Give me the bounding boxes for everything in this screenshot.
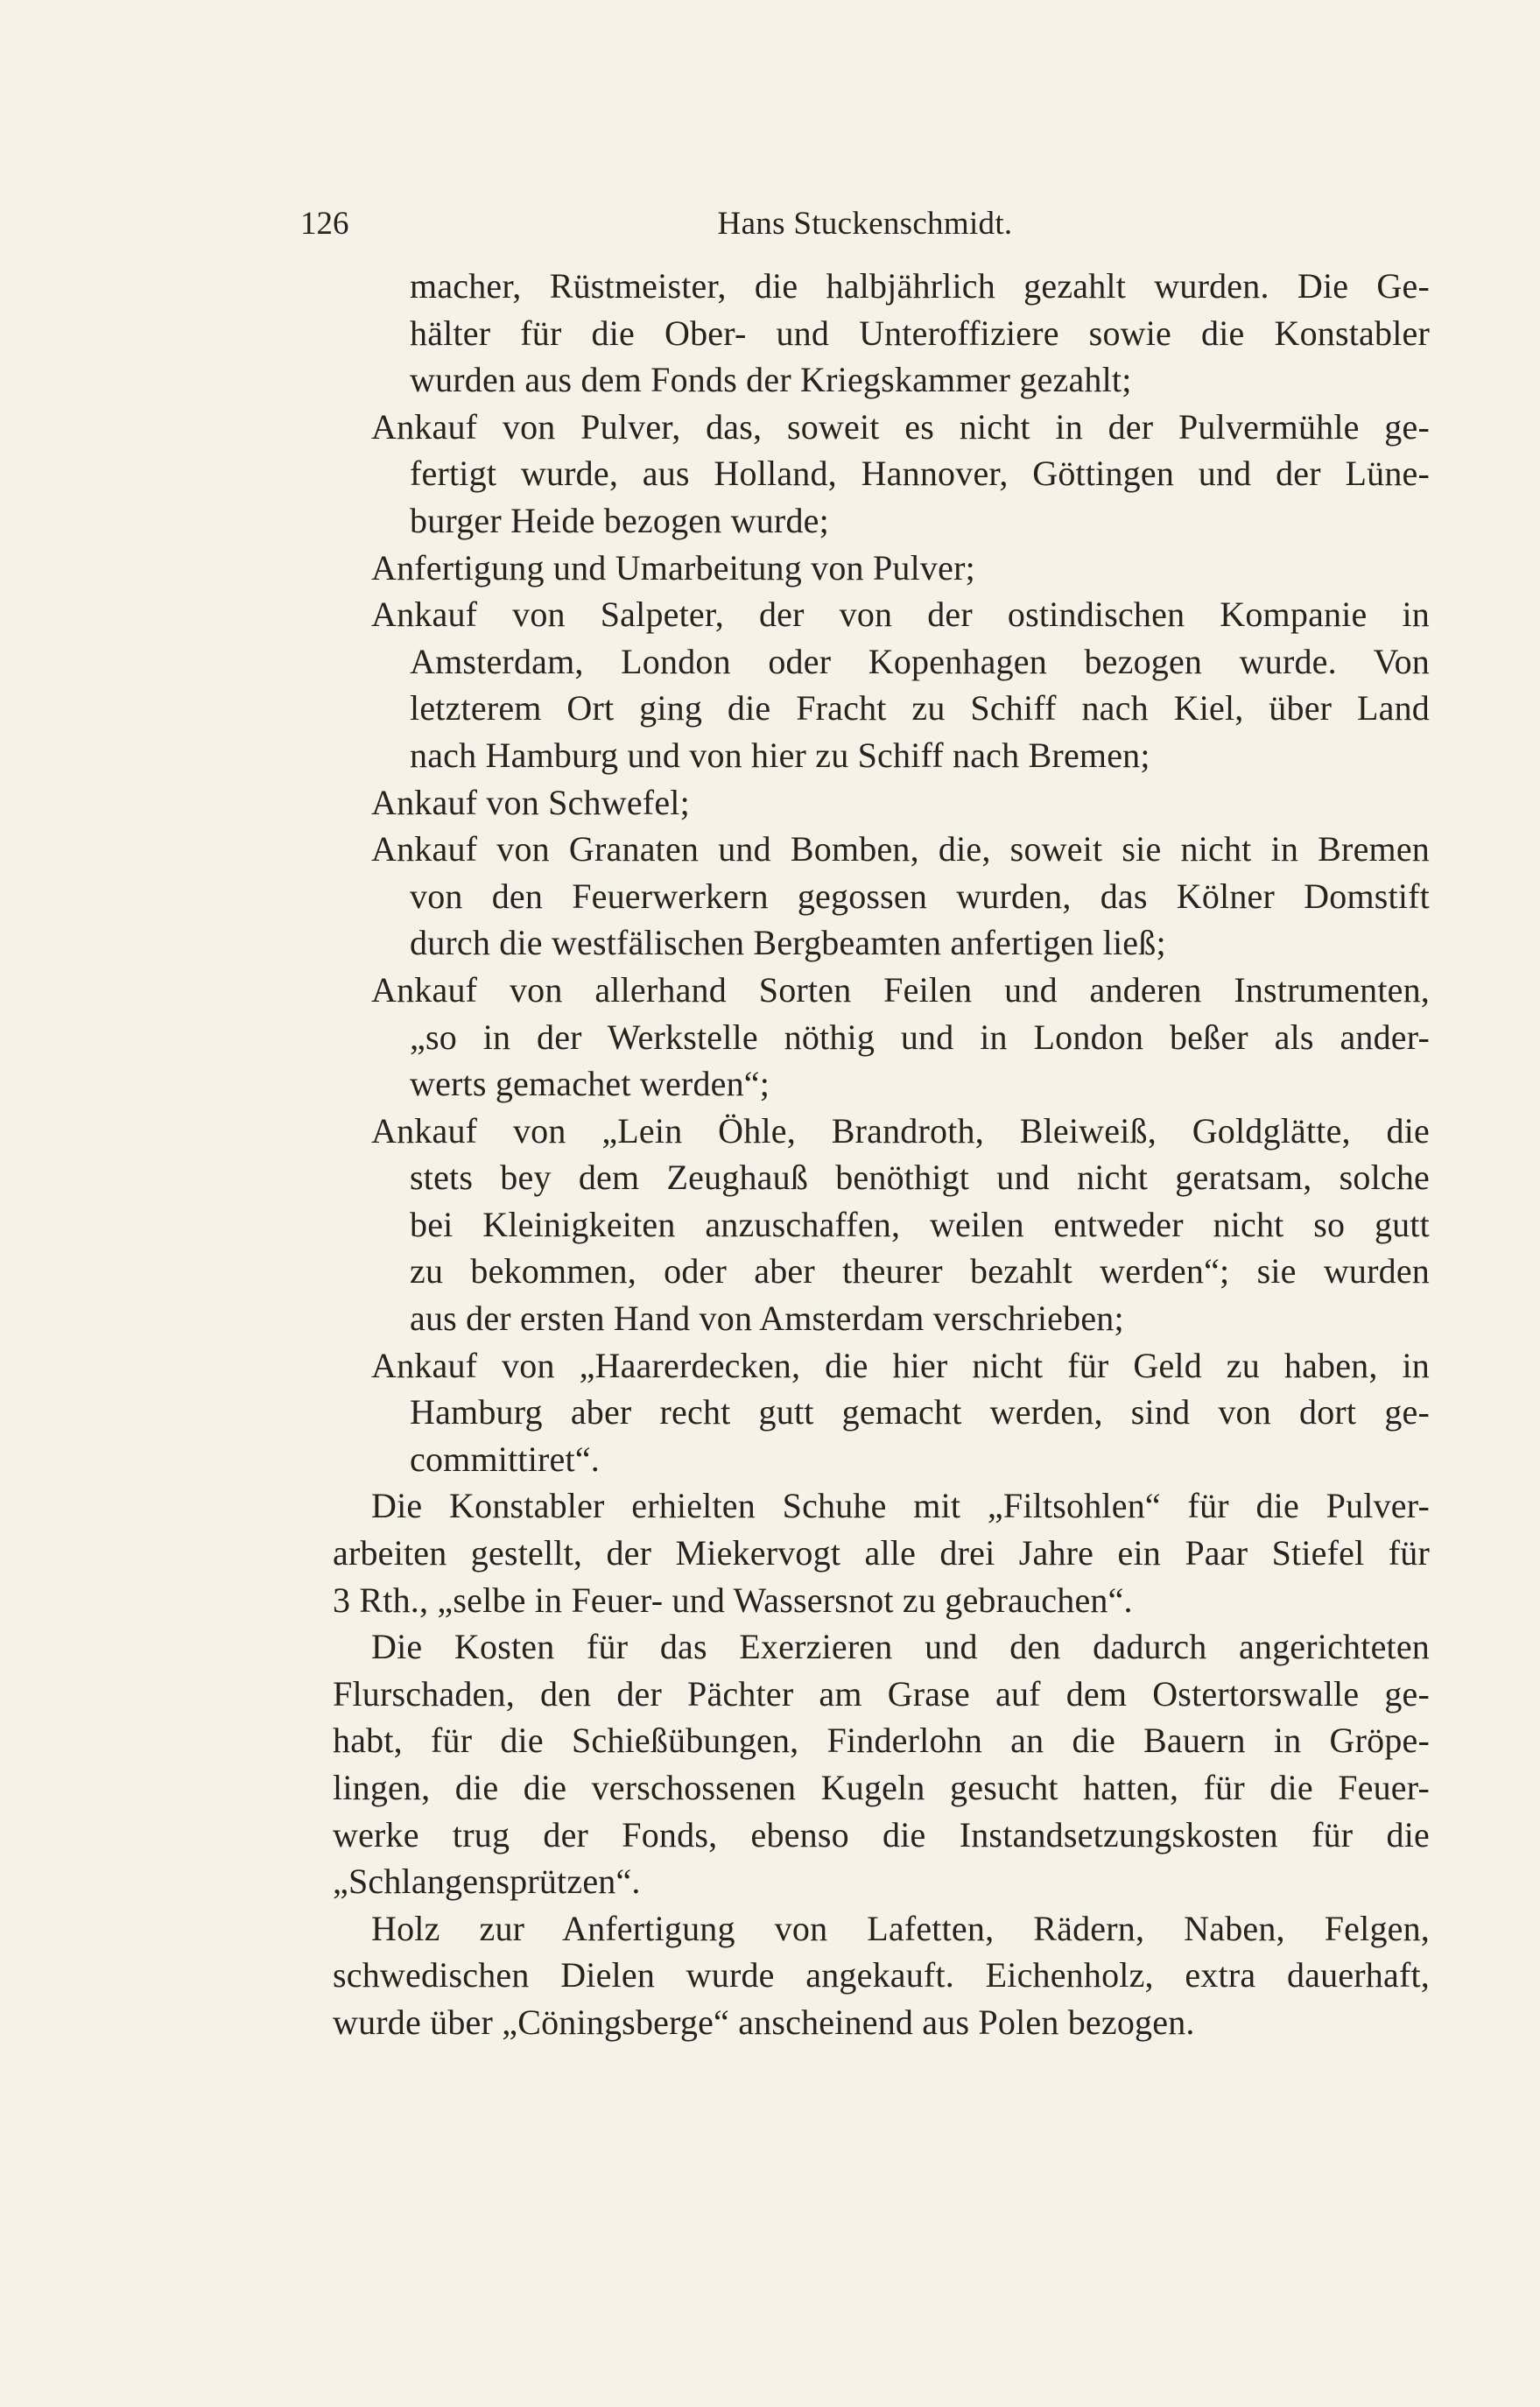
text-line: zu bekommen, oder aber theurer bezahlt werden“; sie wurden (410, 1251, 1430, 1291)
text-line: fertigt wurde, aus Holland, Hannover, Göttingen und der Lüne- (410, 454, 1430, 494)
text-line: Ankauf von Granaten und Bomben, die, soweit sie nicht in Bremen (371, 829, 1430, 869)
text-line: Hamburg aber recht gutt gemacht werden, sind von dort ge- (410, 1392, 1430, 1432)
text-line: „Schlangensprützen“. (333, 1862, 641, 1902)
text-line: Flurschaden, den der Pächter am Grase auf dem Ostertorswalle ge- (333, 1673, 1430, 1714)
text-line: werts gemachet werden“; (410, 1064, 770, 1104)
text-line: macher, Rüstmeister, die halbjährlich gezahlt wurden. Die Ge- (410, 266, 1430, 306)
text-line: hälter für die Ober- und Unteroffiziere sowie die Konstabler (410, 313, 1430, 353)
body-text (333, 263, 1430, 2046)
text-line: aus der ersten Hand von Amsterdam verschrieben; (410, 1299, 1124, 1339)
text-line: Ankauf von „Haarerdecken, die hier nicht für Geld zu haben, in (371, 1345, 1430, 1385)
text-line: Holz zur Anfertigung von Lafetten, Rädern, Naben, Felgen, (371, 1908, 1430, 1948)
text-line: arbeiten gestellt, der Miekervogt alle drei Jahre ein Paar Stiefel für (333, 1533, 1430, 1573)
page-number: 126 (300, 206, 349, 242)
text-line: nach Hamburg und von hier zu Schiff nach Bremen; (410, 735, 1150, 775)
text-line: Ankauf von „Lein Öhle, Brandroth, Bleiweiß, Goldglätte, die (371, 1110, 1430, 1151)
text-line: stets bey dem Zeughauß benöthigt und nicht geratsam, solche (410, 1158, 1430, 1198)
text-line: 3 Rth., „selbe in Feuer- und Wassersnot zu gebrauchen“. (333, 1580, 1133, 1620)
text-line: Ankauf von Schwefel; (371, 782, 690, 822)
text-line: werke trug der Fonds, ebenso die Instandsetzungskosten für die (333, 1814, 1430, 1855)
text-line: Die Konstabler erhielten Schuhe mit „Filtsohlen“ für die Pulver- (371, 1486, 1430, 1526)
text-line: von den Feuerwerkern gegossen wurden, das Kölner Domstift (410, 876, 1430, 916)
text-line: wurde über „Cöningsberge“ anscheinend aus Polen bezogen. (333, 2002, 1195, 2042)
text-line: Ankauf von allerhand Sorten Feilen und anderen Instrumenten, (371, 969, 1430, 1010)
text-line: burger Heide bezogen wurde; (410, 500, 829, 540)
text-line: bei Kleinigkeiten anzuschaffen, weilen entweder nicht so gutt (410, 1204, 1430, 1244)
text-line: Ankauf von Salpeter, der von der ostindischen Kompanie in (371, 595, 1430, 635)
running-title: Hans Stuckenschmidt. (717, 206, 1013, 242)
text-line: „so in der Werkstelle nöthig und in London beßer als ander- (410, 1017, 1430, 1057)
text-line: Ankauf von Pulver, das, soweit es nicht in der Pulvermühle ge- (371, 406, 1430, 447)
text-line: schwedischen Dielen wurde angekauft. Eichenholz, extra dauerhaft, (333, 1955, 1430, 1995)
text-line: wurden aus dem Fonds der Kriegskammer gezahlt; (410, 360, 1132, 400)
text-line: Anfertigung und Umarbeitung von Pulver; (371, 547, 975, 588)
text-line: durch die westfälischen Bergbeamten anfertigen ließ; (410, 923, 1166, 963)
running-head (300, 200, 1430, 249)
text-line: Die Kosten für das Exerzieren und den dadurch angerichteten (371, 1627, 1430, 1667)
text-line: committiret“. (410, 1439, 600, 1479)
text-line: habt, für die Schießübungen, Finderlohn an die Bauern in Gröpe- (333, 1721, 1430, 1761)
text-line: lingen, die die verschossenen Kugeln gesucht hatten, für die Feuer- (333, 1768, 1430, 1807)
text-line: Amsterdam, London oder Kopenhagen bezogen wurde. Von (410, 641, 1430, 681)
text-line: letzterem Ort ging die Fracht zu Schiff nach Kiel, über Land (410, 688, 1430, 728)
